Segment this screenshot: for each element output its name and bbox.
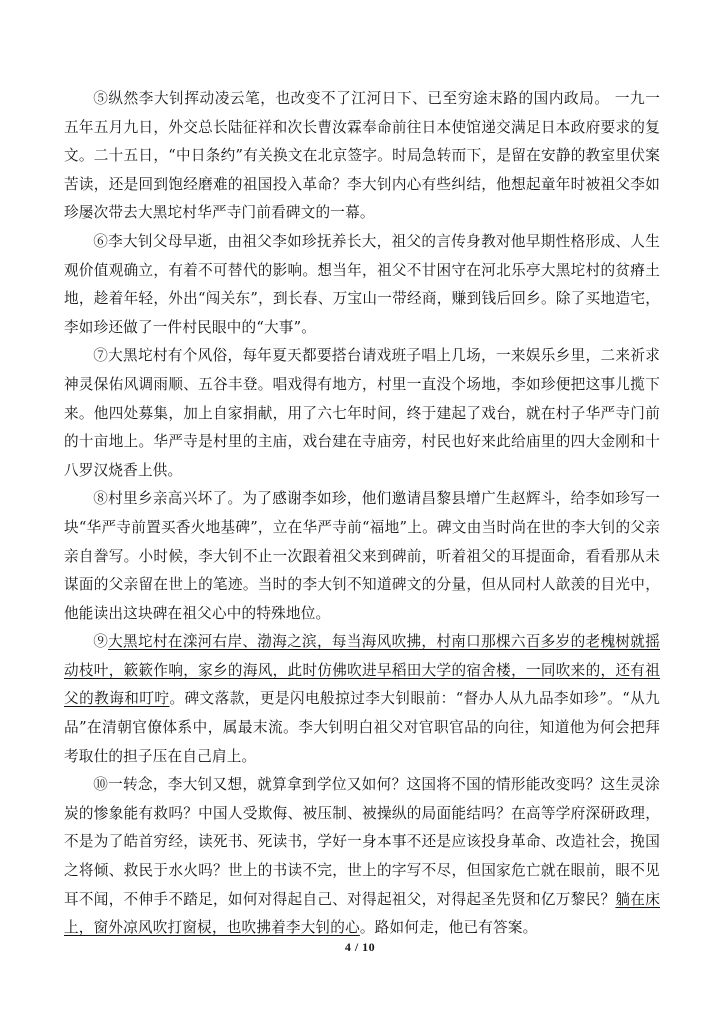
page-number: 4 / 10 xyxy=(344,940,376,954)
paragraph-10-ending: 。路如何走，他已有答案。 xyxy=(359,919,538,937)
paragraph-9-underlined-text: 大黑坨村在滦河右岸、渤海之滨，每当海风吹拂，村南口那棵六百多岁的老槐树就摇动枝叶，簌簌作响，家乡的海风，此时仿佛吹进早稻田大学的宿舍楼，一同吹来的，还有祖父的教诲和叮咛 xyxy=(64,633,660,708)
paragraph-8 xyxy=(64,485,660,628)
article-body xyxy=(64,85,660,943)
paragraph-10-underlined-text: 躺在床上，窗外凉风吹打窗棂，也吹拂着李大钊的心 xyxy=(64,890,660,937)
paragraph-10 xyxy=(64,771,660,943)
paragraph-5 xyxy=(64,85,660,228)
paragraph-6-text: ⑥李大钊父母早逝，由祖父李如珍抚养长大，祖父的言传身教对他早期性格形成、人生观价值观确立，有着不可替代的影响。想当年，祖父不甘困守在河北乐亭大黑坨村的贫瘠土地，趁着年轻，外出“闯关东”，到长春、万宝山一带经商，赚到钱后回乡。除了买地造宅，李如珍还做了一件村民眼中的“大事”。 xyxy=(64,232,660,336)
paragraph-7-text: ⑦大黑坨村有个风俗，每年夏天都要搭台请戏班子唱上几场，一来娱乐乡里，二来祈求神灵保佑风调雨顺、五谷丰登。唱戏得有地方，村里一直没个场地，李如珍便把这事儿揽下来。他四处募集，加上自家捐献，用了六七年时间，终于建起了戏台，就在村子华严寺门前的十亩地上。华严寺是村里的主庙，戏台建在寺庙旁，村民也好来此给庙里的四大金刚和十八罗汉烧香上供。 xyxy=(64,347,660,479)
paragraph-5-text: ⑤纵然李大钊挥动凌云笔，也改变不了江河日下、已至穷途末路的国内政局。 一九一五年五月九日，外交总长陆征祥和次长曹汝霖奉命前往日本使馆递交满足日本政府要求的复文。二十五日，“中日条约”有关换文在北京签字。时局急转而下，是留在安静的教室里伏案苦读，还是回到饱经磨难的祖国投入革命？李大钊内心有些纠结，他想起童年时被祖父李如珍屡次带去大黑坨村华严寺门前看碑文的一幕。 xyxy=(64,90,660,222)
paragraph-9-text: 。碑文落款，更是闪电般掠过李大钊眼前：“督办人从九品李如珍”。“从九品”在清朝官僚体系中，属最末流。李大钊明白祖父对官职官品的向往，知道他为何会把拜考取仕的担子压在自己肩上。 xyxy=(64,690,661,765)
paragraph-7 xyxy=(64,342,660,485)
paragraph-8-text: ⑧村里乡亲高兴坏了。为了感谢李如珍，他们邀请昌黎县增广生赵辉斗，给李如珍写一块“华严寺前置买香火地基碑”，立在华严寺前“福地”上。碑文由当时尚在世的李大钊的父亲亲自誊写。小时候，李大钊不止一次跟着祖父来到碑前，听着祖父的耳提面命，看看那从未谋面的父亲留在世上的笔迹。当时的李大钊不知道碑文的分量，但从同村人歆羡的目光中，他能读出这块碑在祖父心中的特殊地位。 xyxy=(64,490,660,622)
paragraph-6 xyxy=(64,228,660,342)
paragraph-10-text: ⑩一转念，李大钊又想，就算拿到学位又如何？这国将不国的情形能改变吗？这生灵涂炭的惨象能有救吗？中国人受欺侮、被压制、被操纵的局面能结吗？在高等学府深研政理，不是为了皓首穷经，读死书、死读书，学好一身本事不还是应该投身革命、改造社会，挽国之将倾、救民于水火吗？世上的书读不完，世上的字写不尽，但国家危亡就在眼前，眼不见耳不闻，不伸手不踏足，如何对得起自己、对得起祖父，对得起圣先贤和亿万黎民？ xyxy=(64,776,660,908)
paragraph-9-number: ⑨ xyxy=(93,633,109,651)
paragraph-9 xyxy=(64,628,660,771)
